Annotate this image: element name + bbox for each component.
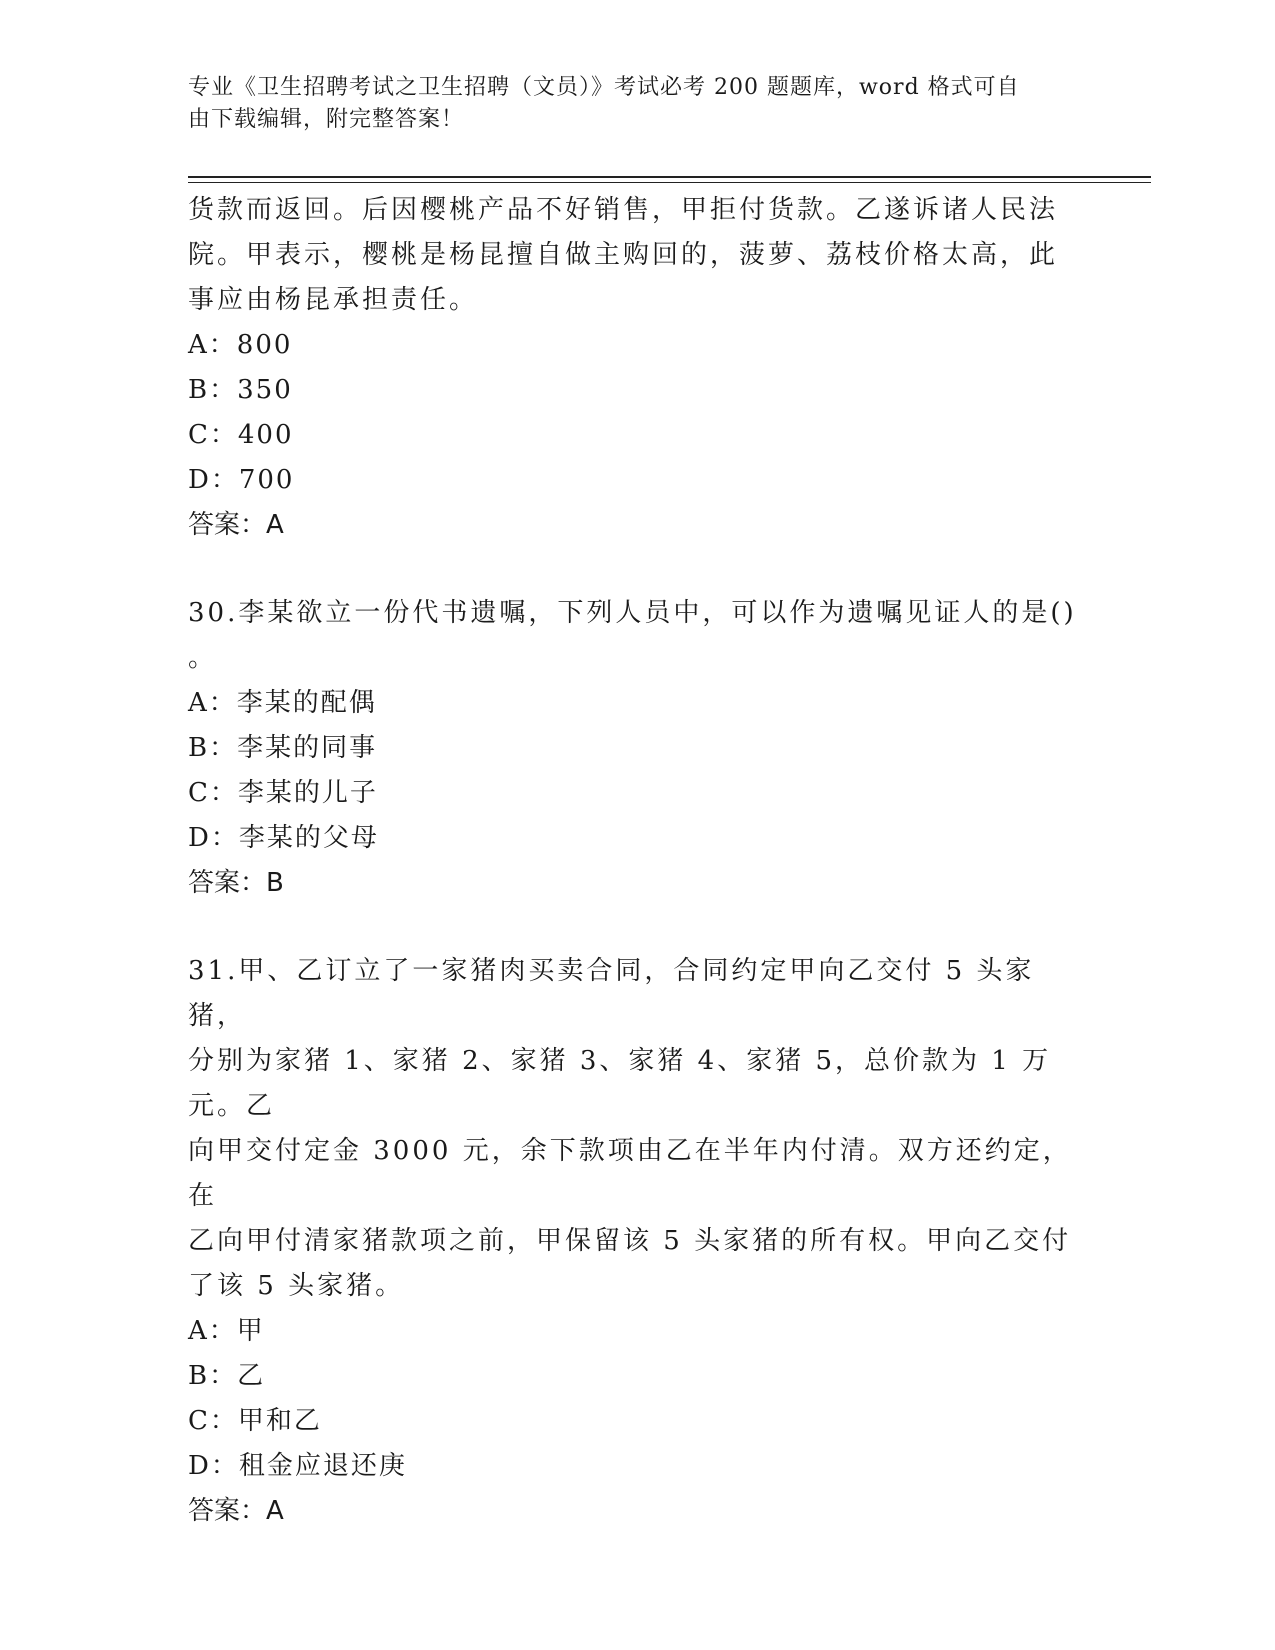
option-b: B：李某的同事 [188, 733, 378, 763]
question-30 [188, 591, 1088, 906]
header-line-1: 专业《卫生招聘考试之卫生招聘（文员）》考试必考 200 题题库，word 格式可自 [188, 75, 1020, 100]
question-text-line: 分别为家猪 1、家猪 2、家猪 3、家猪 4、家猪 5，总价款为 1 万元。乙 [188, 1046, 1052, 1121]
option-d: D：李某的父母 [188, 823, 379, 853]
option-b: B：乙 [188, 1361, 266, 1391]
option-d: D：租金应退还庚 [188, 1451, 407, 1481]
question-text-line: 院。甲表示，樱桃是杨昆擅自做主购回的，菠萝、荔枝价格太高，此 [188, 240, 1059, 270]
answer-line: 答案：B [188, 868, 284, 898]
option-c: C：400 [188, 420, 294, 450]
header-divider-bottom [188, 182, 1151, 183]
answer-line: 答案：A [188, 1496, 284, 1526]
option-d: D：700 [188, 465, 295, 495]
header-divider-top [188, 176, 1151, 178]
question-29-continued [188, 188, 1088, 548]
option-c: C：李某的儿子 [188, 778, 378, 808]
header-line-2: 由下载编辑，附完整答案！ [188, 107, 465, 132]
question-text-line: 乙向甲付清家猪款项之前，甲保留该 5 头家猪的所有权。甲向乙交付 [188, 1226, 1072, 1256]
option-a: A：800 [188, 330, 293, 360]
question-text-line: 事应由杨昆承担责任。 [188, 285, 479, 315]
question-text-line: 。 [188, 643, 218, 673]
question-text-line: 了该 5 头家猪。 [188, 1271, 405, 1301]
question-text-line: 货款而返回。后因樱桃产品不好销售，甲拒付货款。乙遂诉诸人民法 [188, 195, 1059, 225]
document-content [188, 188, 1088, 1577]
question-text-line: 向甲交付定金 3000 元，余下款项由乙在半年内付清。双方还约定，在 [188, 1136, 1072, 1211]
option-c: C：甲和乙 [188, 1406, 322, 1436]
document-header [188, 72, 1068, 136]
option-b: B：350 [188, 375, 293, 405]
question-text-line: 30.李某欲立一份代书遗嘱，下列人员中，可以作为遗嘱见证人的是() [188, 598, 1077, 628]
option-a: A：李某的配偶 [188, 688, 377, 718]
question-31 [188, 949, 1088, 1534]
option-a: A：甲 [188, 1316, 265, 1346]
question-text-line: 31.甲、乙订立了一家猪肉买卖合同，合同约定甲向乙交付 5 头家猪， [188, 956, 1035, 1031]
answer-line: 答案：A [188, 510, 284, 540]
